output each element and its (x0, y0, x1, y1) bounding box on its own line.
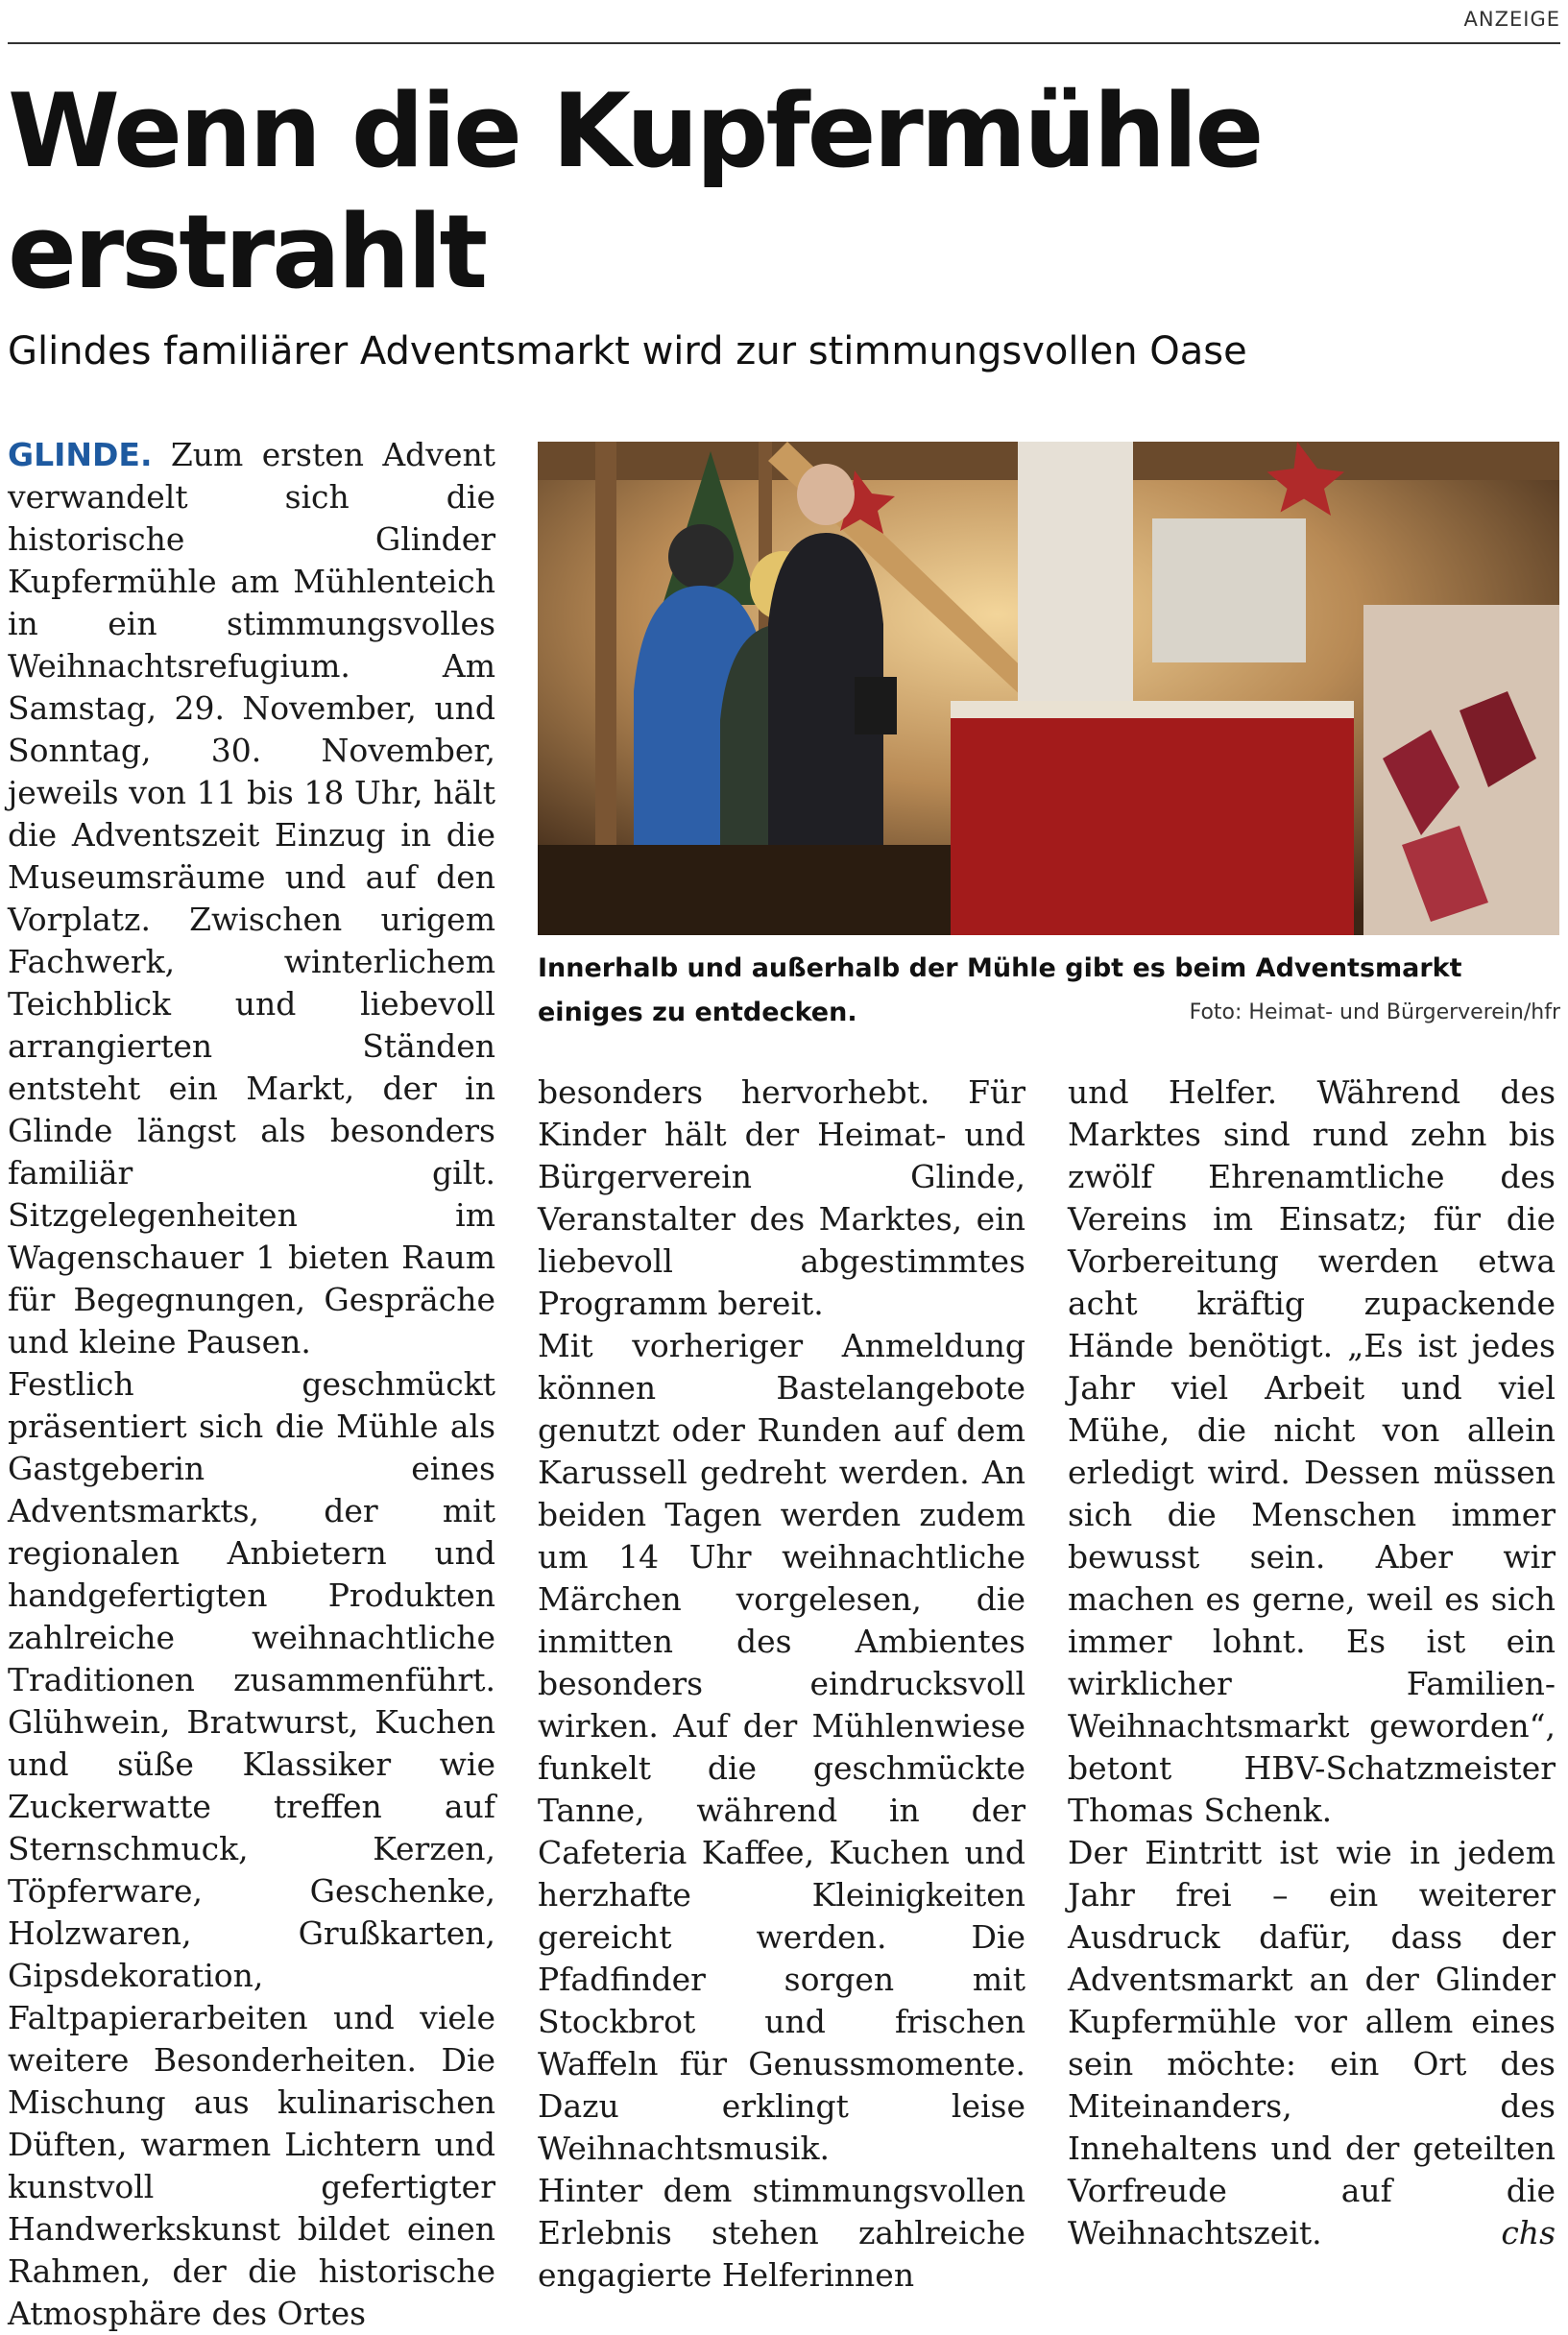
paragraph-text: Zum ersten Advent verwandelt sich die historische Glinder Kupfermühle am Mühlenteich in ein stimmungsvolles Weihnachtsrefugium. Am Samstag, 29. November, und Sonntag, 30. November, jeweils von 11 bis 18 Uhr, hält die Adventszeit Einzug in die Museumsräume und auf den Vorplatz. Zwischen urigem Fachwerk, winterlichem Teichblick und liebevoll arrangierten Ständen entsteht ein Markt, der in Glinde längst als besonders familiär gilt. Sitzgelegenheiten im Wagenschauer 1 bieten Raum für Begegnungen, Gespräche und kleine Pausen. (8, 436, 495, 1360)
market-scene-illustration (538, 442, 1559, 935)
paragraph-text: Der Eintritt ist wie in jedem Jahr frei – ein weiterer Ausdruck dafür, dass der Adventsmarkt an der Glinder Kupfermühle vor allem eines sein möchte: ein Ort des Miteinanders, des Innehaltens und der geteilten Vorfreude auf die Weihnachtszeit. (1068, 1834, 1556, 2251)
photo-caption: Innerhalb und außerhalb der Mühle gibt es beim Adventsmarkt einiges zu entdecken. (538, 953, 1462, 1027)
article-column-2 (538, 1071, 1025, 2297)
paragraph (1068, 1832, 1556, 2254)
ad-label: ANZEIGE (1463, 8, 1560, 31)
paragraph: Festlich geschmückt präsentiert sich die Mühle als Gastgeberin eines Adventsmarkts, der mit regionalen Anbietern und handgefertigten Produkten zahlreiche weihnachtliche Traditionen zusammenführt. Glühwein, Bratwurst, Kuchen und süße Klassiker wie Zuckerwatte treffen auf Sternschmuck, Kerzen, Töpferware, Geschenke, Holzwaren, Grußkarten, Gipsdekoration, Faltpapierarbeiten und viele weitere Besonderheiten. Die Mischung aus kulinarischen Düften, warmen Lichtern und kunstvoll gefertigter Handwerkskunst bildet einen Rahmen, der die historische Atmosphäre des Ortes (8, 1365, 495, 2332)
market-photo (538, 442, 1559, 935)
paragraph: Mit vorheriger Anmeldung können Bastelangebote genutzt oder Runden auf dem Karussell gedreht werden. An beiden Tagen werden zudem um 14 Uhr weihnachtliche Märchen vorgelesen, die inmitten des Ambientes besonders eindrucksvoll wirken. Auf der Mühlenwiese funkelt die geschmückte Tanne, während in der Cafeteria Kaffee, Kuchen und herzhafte Kleinigkeiten gereicht werden. Die Pfadfinder sorgen mit Stockbrot und frischen Waffeln für Genussmomente. Dazu erklingt leise Weihnachtsmusik. (538, 1327, 1025, 2167)
paragraph: Hinter dem stimmungsvollen Erlebnis stehen zahlreiche engagierte Helferinnen (538, 2172, 1025, 2294)
subheadline: Glindes familiärer Adventsmarkt wird zur stimmungsvollen Oase (8, 329, 1247, 373)
dateline: GLINDE. (8, 436, 153, 473)
paragraph (8, 434, 495, 1363)
article-column-1 (8, 434, 495, 2335)
paragraph: besonders hervorhebt. Für Kinder hält der Heimat- und Bürgerverein Glinde, Veranstalter des Marktes, ein liebevoll abgestimmtes Programm bereit. (538, 1073, 1025, 1322)
paragraph: und Helfer. Während des Marktes sind rund zehn bis zwölf Ehrenamtliche des Vereins im Einsatz; für die Vorbereitung werden etwa acht kräftig zupackende Hände benötigt. „Es ist jedes Jahr viel Arbeit und viel Mühe, die nicht von allein erledigt wird. Dessen müssen sich die Menschen immer bewusst sein. Aber wir machen es gerne, weil es sich immer lohnt. Es ist ein wirklicher Familien-Weihnachtsmarkt geworden“, betont HBV-Schatzmeister Thomas Schenk. (1068, 1073, 1556, 1829)
photo-credit: Foto: Heimat- und Bürgerverein/hfr (1189, 1000, 1560, 1024)
headline: Wenn die Kupfermühle erstrahlt (8, 72, 1262, 311)
author-initials: chs (1501, 2214, 1556, 2251)
top-rule (8, 42, 1560, 44)
article-column-3 (1068, 1071, 1556, 2254)
